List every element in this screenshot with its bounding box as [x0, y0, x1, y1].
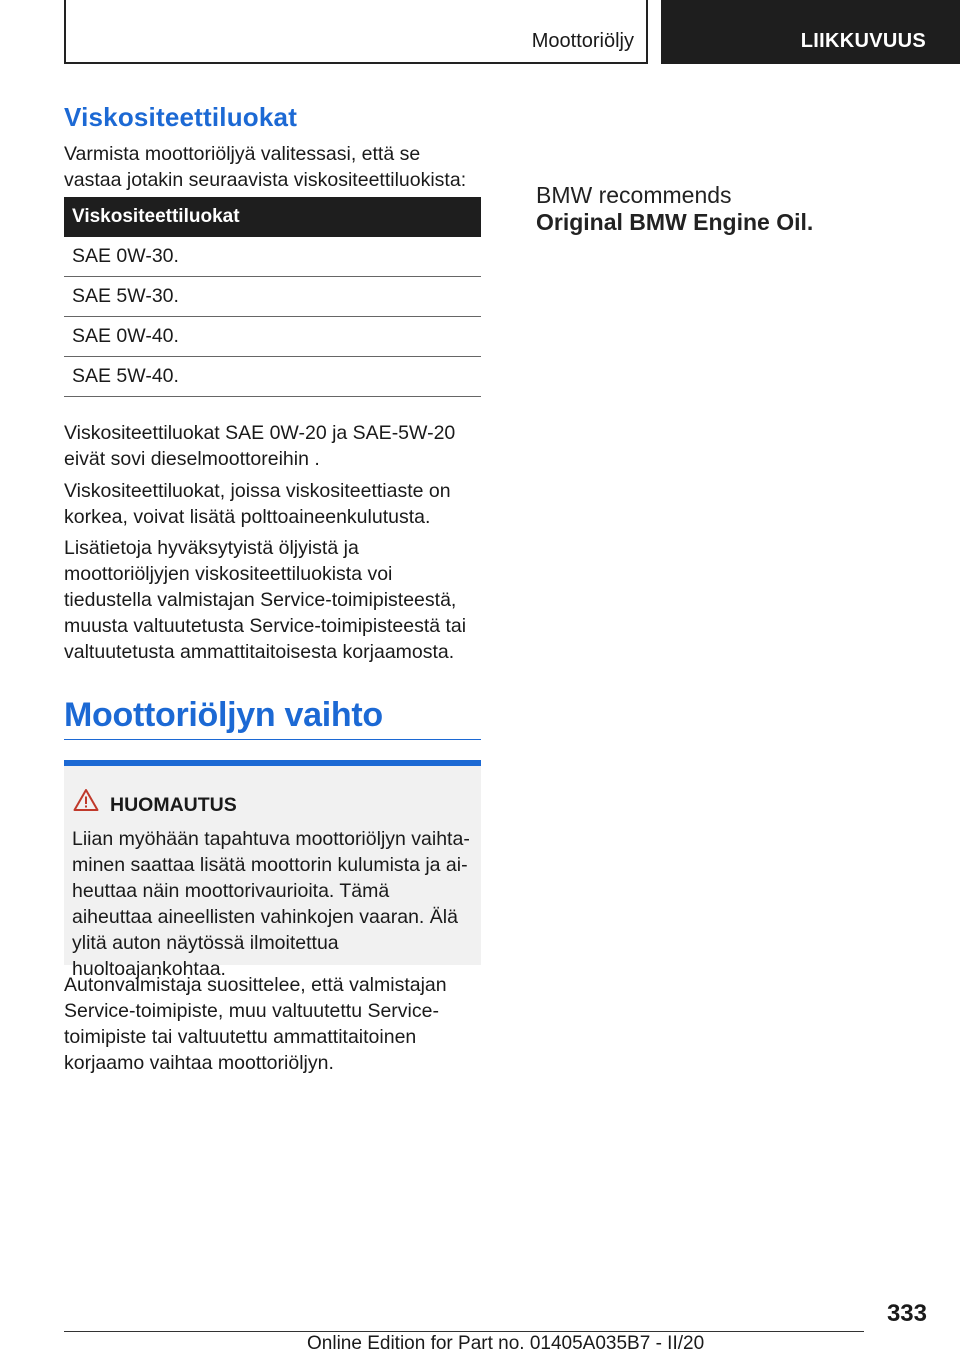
- table-cell: SAE 5W-40.: [64, 357, 481, 397]
- notice-title: HUOMAUTUS: [110, 794, 237, 816]
- viscosity-heading: Viskositeettiluokat: [64, 102, 298, 132]
- footer-rule: [64, 1331, 864, 1332]
- oil-change-heading: Moottoriöljyn vaihto: [64, 696, 383, 734]
- viscosity-table: [64, 197, 481, 397]
- viscosity-note-consumption: Viskositeettiluokat, joissa viskositeettiaste on korkea, voivat lisätä polttoaineenkulutusta.: [64, 480, 451, 528]
- oil-change-recommendation: Autonvalmistaja suosittelee, että valmistajan Service-toimipiste, muu valtuutettu Service-toimipiste tai valtuutettu ammattitaitoinen korjaamo vaihtaa moottoriöljyn.: [64, 974, 447, 1074]
- table-row: [64, 237, 481, 277]
- table-row: [64, 277, 481, 317]
- viscosity-table-header: Viskositeettiluokat: [64, 197, 481, 237]
- bmw-engine-oil-line: Original BMW Engine Oil.: [536, 209, 814, 235]
- table-cell: SAE 0W-30.: [64, 237, 481, 277]
- notice-box: [64, 760, 481, 980]
- bmw-oil-recommendation: [536, 182, 813, 236]
- header-section-title: Moottoriöljy: [531, 30, 634, 52]
- footer-edition: Online Edition for Part no. 01405A035B7 - II/20: [307, 1333, 705, 1354]
- table-cell: SAE 0W-40.: [64, 317, 481, 357]
- notice-body: Liian myöhään tapahtuva moottoriöljyn vaihtaminen saattaa lisätä moottorin kulumista ja aiheuttaa näin moottorivaurioita. Tämä aiheuttaa aineellisten vahinkojen vaaran. Älä ylitä auton näytössä ilmoitettua huoltoajankohtaa.: [72, 828, 470, 980]
- header-chapter-title: LIIKKUVUUS: [800, 30, 926, 52]
- viscosity-note-info: Lisätietoja hyväksytyistä öljyistä ja moottoriöljyjen viskositeettiluokista voi tiedustella valmistajan Service-toimipisteestä, muusta valtuutetusta Service-toimipisteestä tai valtuutetusta ammattitaitoisesta korjaamosta.: [64, 537, 467, 663]
- table-row: [64, 357, 481, 397]
- header-chapter-box: [661, 0, 960, 64]
- table-cell: SAE 5W-30.: [64, 277, 481, 317]
- page-number: 333: [886, 1300, 927, 1327]
- viscosity-intro: Varmista moottoriöljyä valitessasi, että se vastaa jotakin seuraavista viskositeettiluokista:: [64, 143, 467, 191]
- heading-rule: [64, 739, 481, 740]
- warning-triangle-icon: [73, 788, 99, 812]
- viscosity-note-diesel: Viskositeettiluokat SAE 0W-20 ja SAE-5W-20 eivät sovi dieselmoottoreihin .: [64, 422, 456, 470]
- table-row: [64, 317, 481, 357]
- header-section-box: [64, 0, 648, 64]
- bmw-recommends-line: BMW recommends: [536, 182, 732, 208]
